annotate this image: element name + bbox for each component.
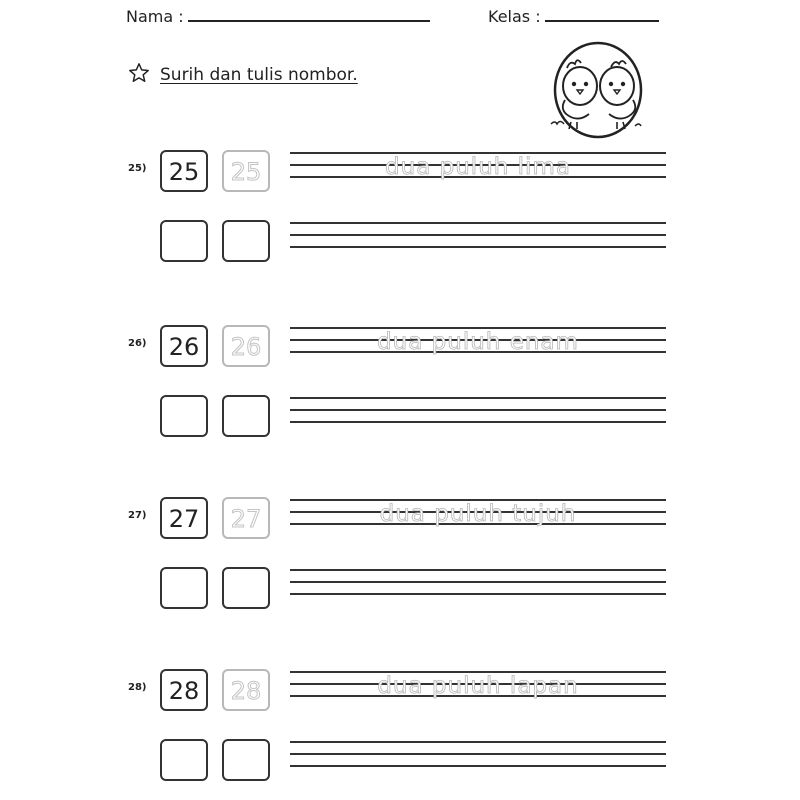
class-label: Kelas : (488, 7, 541, 26)
instruction (128, 62, 358, 85)
write-word-lines[interactable] (290, 397, 666, 427)
trace-word: dua puluh tujuh (379, 501, 577, 527)
write-number-box[interactable] (160, 220, 208, 262)
item-number: 28) (128, 682, 147, 693)
write-word-lines[interactable] (290, 741, 666, 771)
write-number-box[interactable] (160, 739, 208, 781)
trace-word: dua puluh lapan (377, 673, 579, 699)
trace-number-box[interactable]: 26 (222, 325, 270, 367)
trace-word-lines[interactable] (290, 327, 666, 357)
name-blank[interactable] (188, 6, 430, 22)
instruction-text: Surih dan tulis nombor. (160, 65, 358, 85)
exercise-item (0, 669, 800, 789)
write-number-box[interactable] (222, 220, 270, 262)
write-number-box[interactable] (222, 739, 270, 781)
trace-number-box[interactable]: 27 (222, 497, 270, 539)
number-box: 25 (160, 150, 208, 192)
trace-number-box[interactable]: 28 (222, 669, 270, 711)
class-field[interactable] (488, 6, 659, 26)
trace-word: dua puluh lima (385, 154, 571, 180)
write-number-box[interactable] (222, 567, 270, 609)
number-box: 27 (160, 497, 208, 539)
number-box: 26 (160, 325, 208, 367)
write-word-lines[interactable] (290, 569, 666, 599)
exercise-item (0, 497, 800, 617)
two-chicks-in-egg-icon (543, 40, 653, 140)
write-number-box[interactable] (160, 567, 208, 609)
write-number-box[interactable] (222, 395, 270, 437)
star-outline-icon (128, 62, 150, 84)
name-field[interactable] (126, 6, 430, 26)
trace-number-box[interactable]: 25 (222, 150, 270, 192)
number-box: 28 (160, 669, 208, 711)
item-number: 27) (128, 510, 147, 521)
trace-word: dua puluh enam (377, 329, 579, 355)
write-number-box[interactable] (160, 395, 208, 437)
write-word-lines[interactable] (290, 222, 666, 252)
name-label: Nama : (126, 7, 184, 26)
trace-word-lines[interactable] (290, 499, 666, 529)
exercise-item (0, 150, 800, 270)
item-number: 25) (128, 163, 147, 174)
item-number: 26) (128, 338, 147, 349)
trace-word-lines[interactable] (290, 152, 666, 182)
exercise-item (0, 325, 800, 445)
trace-word-lines[interactable] (290, 671, 666, 701)
class-blank[interactable] (545, 6, 659, 22)
